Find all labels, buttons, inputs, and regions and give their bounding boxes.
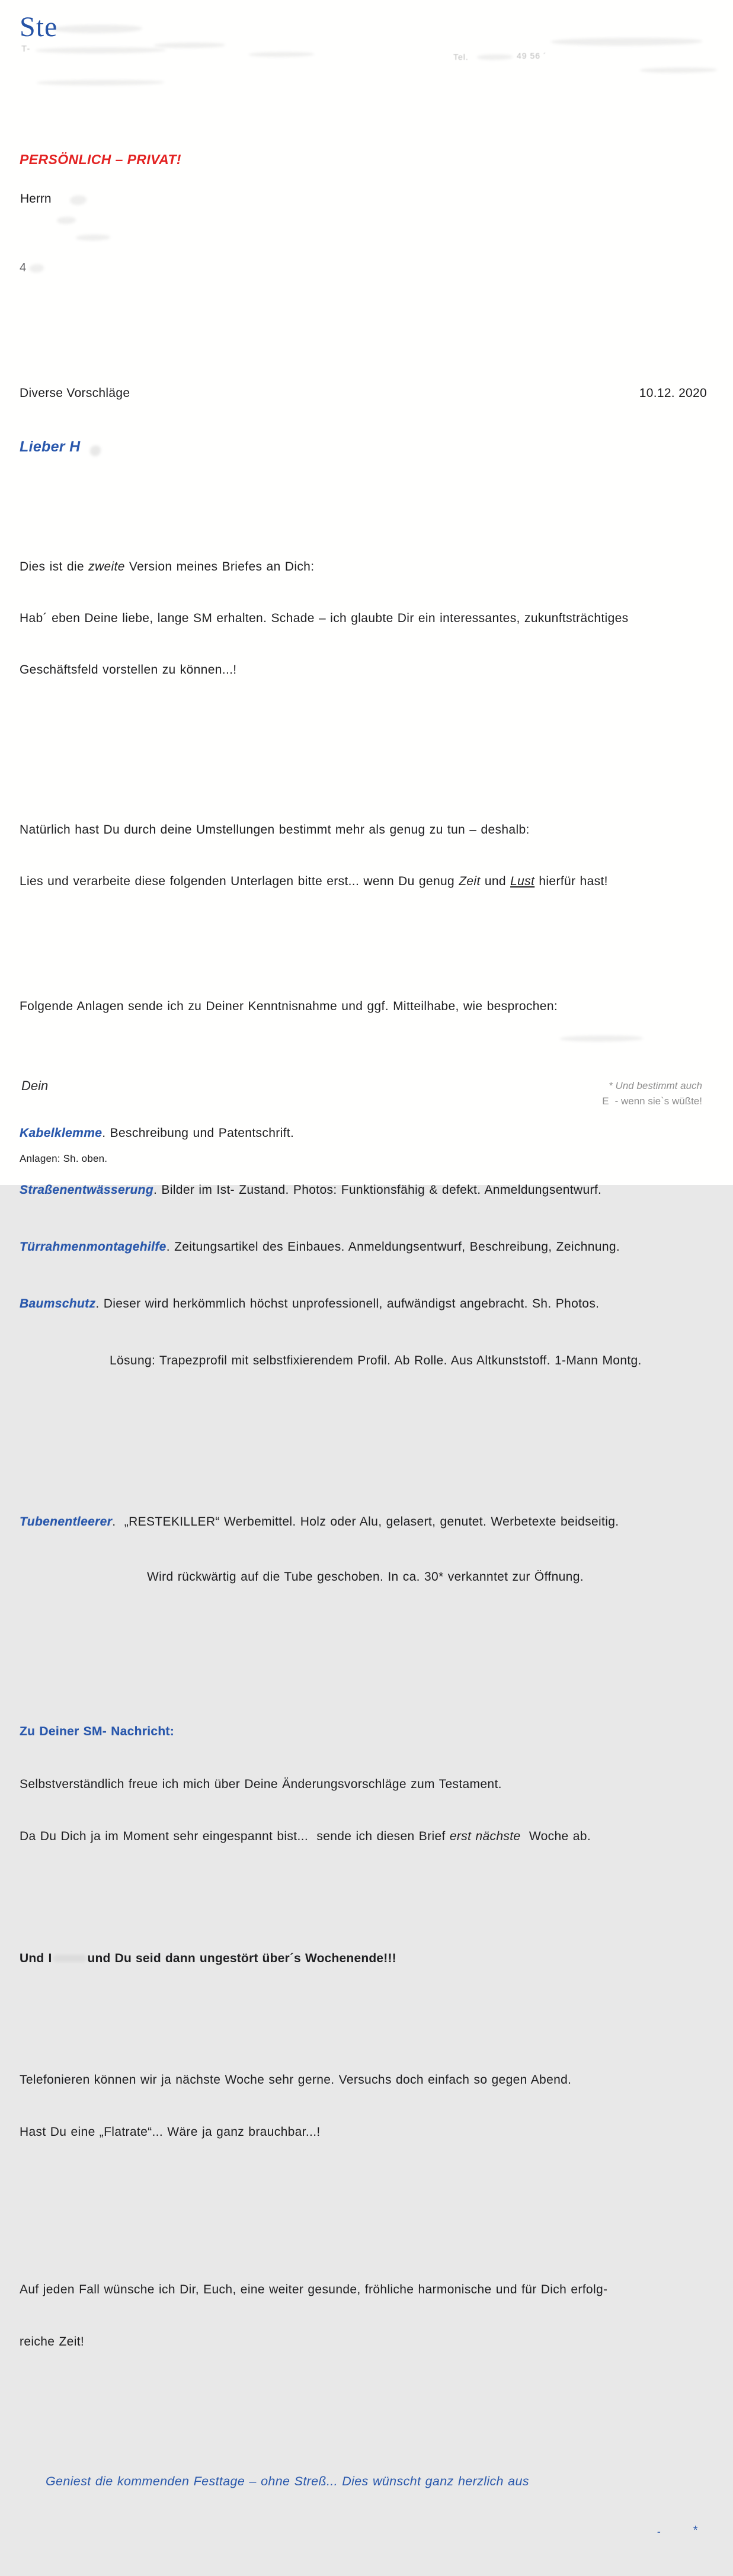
closing-text: Geniest die kommenden Festtage – ohne Streß... Dies wünscht ganz herzlich aus <box>45 2474 529 2488</box>
signature-dein: Dein <box>21 1078 49 1093</box>
contact-tel-fragment: 49 56 ´ <box>517 51 547 60</box>
busy-line-2 <box>20 873 707 890</box>
intro-line-1 <box>20 558 707 575</box>
letter-date: 10.12. 2020 <box>639 386 707 400</box>
attachment-desc: . „RESTEKILLER“ Werbemittel. Holz oder Alu, gelasert, genutet. Werbetexte beidseitig. <box>112 1515 619 1529</box>
letterhead-sub-fragment: T- <box>21 44 31 54</box>
attachment-term: Türrahmenmontagehilfe <box>20 1240 167 1254</box>
letter-body <box>20 472 707 2576</box>
attachment-term: Tubenentleerer <box>20 1515 113 1529</box>
redaction-smudge <box>36 47 166 53</box>
attachment-term: Straßenentwässerung <box>20 1183 154 1197</box>
sm-reply-line-1: Selbstverständlich freue ich mich über Deine Änderungsvorschläge zum Testament. <box>20 1777 502 1791</box>
sm-reply-line-2-post: Woche ab. <box>520 1830 591 1843</box>
footnote-line-2 <box>602 1094 702 1109</box>
redaction-smudge <box>90 446 101 456</box>
sm-reply-erst-naechste-italic: erst nächste <box>449 1830 521 1843</box>
attachment-desc: . Bilder im Ist- Zustand. Photos: Funktionsfähig & defekt. Anmeldungsentwurf. <box>153 1183 602 1197</box>
attachment-kabelklemme <box>20 1124 707 1143</box>
closing-line <box>20 2456 707 2542</box>
attachment-tuerrahmenmontagehilfe <box>20 1238 707 1257</box>
attachment-tubenentleerer <box>20 1513 707 1531</box>
redaction-smudge <box>154 43 225 48</box>
wishes-line-1: Auf jeden Fall wünsche ich Dir, Euch, eine weiter gesunde, fröhliche harmonische und für Dich erfolg- <box>20 2282 608 2296</box>
footnote-block <box>602 1078 702 1109</box>
intro-paragraph <box>20 524 707 713</box>
attachment-tubenentleerer-block <box>20 1476 707 1623</box>
enclosure-intro: Folgende Anlagen sende ich zu Deiner Kenntnisnahme und ggf. Mitteilhabe, wie besprochen: <box>20 999 558 1013</box>
redacted-name-gap <box>53 1955 87 1962</box>
wishes-paragraph <box>20 2246 707 2386</box>
redaction-smudge <box>37 80 164 85</box>
weekend-line <box>20 1950 707 1967</box>
phone-line-1: Telefonieren können wir ja nächste Woche sehr gerne. Versuchs doch einfach so gegen Abend. <box>20 2072 572 2087</box>
attachment-baumschutz <box>20 1295 707 1313</box>
contact-tel-label: Tel. <box>453 52 469 62</box>
redaction-smudge <box>53 25 142 33</box>
weekend-part-1: Und I <box>20 1951 52 1965</box>
intro-line-1-italic: zweite <box>88 560 125 573</box>
busy-line-2-post: hierfür hast! <box>534 874 608 888</box>
redaction-smudge <box>477 55 513 60</box>
attachment-term: Baumschutz <box>20 1297 96 1311</box>
busy-line-2-pre: Lies und verarbeite diese folgenden Unterlagen bitte erst... wenn Du genug <box>20 874 459 888</box>
busy-line-2-mid: und <box>480 874 511 888</box>
attachment-term: Kabelklemme <box>20 1126 103 1140</box>
subject-row <box>20 386 707 401</box>
phone-paragraph <box>20 2036 707 2176</box>
phone-line-2: Hast Du eine „Flatrate“... Wäre ja ganz brauchbar...! <box>20 2125 321 2139</box>
busy-lust-italic-underline: Lust <box>510 874 535 888</box>
sm-reply-line-2 <box>20 1828 707 1846</box>
sm-reply-section <box>20 1688 707 1880</box>
attachment-baumschutz-continuation: Lösung: Trapezprofil mit selbstfixierendem Profil. Ab Rolle. Aus Altkunststoff. 1-Mann Montg. <box>110 1354 642 1367</box>
attachment-desc: . Dieser wird herkömmlich höchst unprofessionell, aufwändigst angebracht. Sh. Photos. <box>95 1297 600 1311</box>
footnote-line-1: * Und bestimmt auch <box>609 1080 702 1091</box>
attachment-list <box>20 1086 707 1408</box>
enclosures-note: Anlagen: Sh. oben. <box>20 1153 108 1164</box>
redaction-smudge <box>57 217 76 224</box>
recipient-salutation: Herrn <box>20 192 52 206</box>
sm-reply-heading: Zu Deiner SM- Nachricht: <box>20 1725 175 1738</box>
privacy-notice: PERSÖNLICH – PRIVAT! <box>20 152 181 167</box>
recipient-postal-fragment: 4 <box>20 261 27 274</box>
letterhead-logo: Ste <box>20 11 58 43</box>
closing-fragment: - <box>657 2525 661 2537</box>
footnote-line-2-text: - wenn sie`s wüßte! <box>614 1095 702 1107</box>
redaction-smudge <box>551 38 702 46</box>
intro-line-3: Geschäftsfeld vorstellen zu können...! <box>20 663 237 677</box>
weekend-part-2: und Du seid dann ungestört über´s Wochenende!!! <box>87 1951 396 1965</box>
redaction-smudge <box>70 196 87 205</box>
busy-zeit-italic: Zeit <box>459 874 481 888</box>
busy-paragraph <box>20 787 707 924</box>
redaction-smudge <box>76 235 110 241</box>
intro-line-1-post: Version meines Briefes an Dich: <box>124 560 315 573</box>
intro-line-1-pre: Dies ist die <box>20 560 89 573</box>
attachment-tubenentleerer-continuation: Wird rückwärtig auf die Tube geschoben. In ca. 30* verkanntet zur Öffnung. <box>147 1570 584 1584</box>
attachment-strassenentwaesserung <box>20 1181 707 1200</box>
attachment-desc: . Zeitungsartikel des Einbaues. Anmeldungsentwurf, Beschreibung, Zeichnung. <box>166 1240 620 1254</box>
wishes-line-2: reiche Zeit! <box>20 2335 85 2348</box>
sm-reply-line-2-pre: Da Du Dich ja im Moment sehr eingespannt bist... sende ich diesen Brief <box>20 1830 450 1843</box>
redaction-smudge <box>640 68 717 73</box>
subject-text: Diverse Vorschläge <box>20 386 130 400</box>
footnote-line-2-fragment: E <box>602 1095 609 1107</box>
busy-line-1: Natürlich hast Du durch deine Umstellungen bestimmt mehr als genug zu tun – deshalb: <box>20 823 530 837</box>
intro-line-2: Hab´ eben Deine liebe, lange SM erhalten. Schade – ich glaubte Dir ein interessantes, zukunftsträchtiges <box>20 611 629 625</box>
greeting-line: Lieber H <box>20 438 81 455</box>
redaction-smudge <box>249 52 314 57</box>
attachment-desc: . Beschreibung und Patentschrift. <box>102 1126 295 1140</box>
closing-asterisk: * <box>692 2523 697 2537</box>
redaction-smudge <box>30 264 44 273</box>
